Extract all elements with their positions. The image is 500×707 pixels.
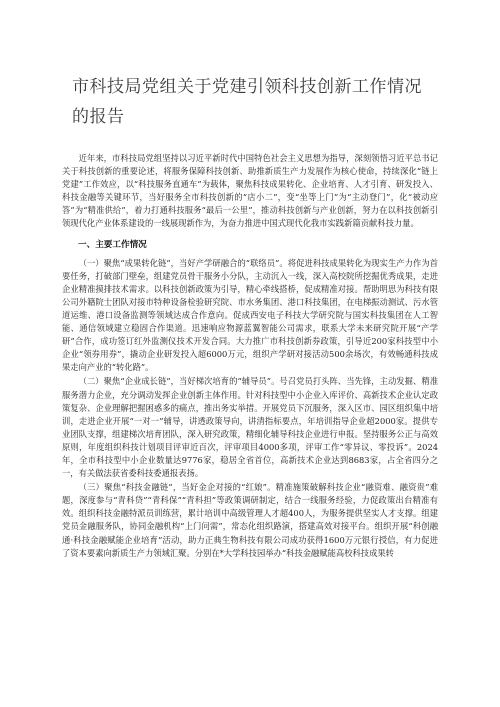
section-heading: 一、主要工作情况 <box>78 239 147 250</box>
body-paragraph-3: （三）聚焦“科技金融链”，当好金企对接的“红娘”。精准施策破解科技企业“融资难、融资贵”难题，深度参与“青科贷”“青科保”“青科担”等政策调研制定，结合一线服务经验，力促政策出台精准有效。组织科技金融特派员训练营，累计培训中高级管理人才超400人，为服务提供坚实人才支撑。组建党员金融服务队，协同金融机构“上门问需”，常态化组织路演，搭建高效对接平台。组织开展“科创融通·科技金融赋能企业培育”活动，助力正典生物科技有限公司成功获得1600万元银行授信，有力促进了资本要素向新质生产力领域汇聚。分别在*大学科技园举办“科技金融赋能高校科技成果转 <box>62 482 438 558</box>
document-title: 市科技局党组关于党建引领科技创新工作情况的报告 <box>72 77 422 127</box>
body-paragraph-1: （一）聚焦“成果转化链”，当好产学研融合的“联络员”。将促进科技成果转化为现实生产力作为首要任务，打破部门壁垒，组建党员骨干服务小分队，主动沉入一线，深入高校院所挖掘优秀成果，走进企业精准摸排技术需求。以科技创新政策为引导，精心牵线搭桥，促成精准对接。帮助明思为科技有限公司外籍院士团队对接市特种设备检验研究院、市水务集团、港口科技集团，在电梯振动测试、污水管道运维、港口设备监测等领域达成合作意向。促成西安电子科技大学研究院与国实科技集团在人工智能、通信领域建立稳固合作渠道。迅速响应物源蓝翼智能公司需求，联系大学未来研究院开展“产学研”合作，成功签订红外监测仪技术开发合同。大力推广市科技创新券政策，引导近200家科技型中小企业“领券用券”，撬动企业研发投入超6000万元，组织产学研对接活动500余场次，有效畅通科技成果走向产业的“转化路”。 <box>62 257 438 373</box>
intro-paragraph: 近年来，市科技局党组坚持以习近平新时代中国特色社会主义思想为指导，深刻领悟习近平总书记关于科技创新的重要论述，将服务保障科技创新、助推新质生产力发展作为核心使命，持续深化“链上党建”工作效应，以“科技服务直通车”为载体，聚焦科技成果转化、企业培育、人才引育、研发投入、科技金融等关键环节，当好服务全市科技创新的“店小二”，变“坐等上门”为“主动登门”，化“被动应答”为“精准供给”，着力打通科技服务“最后一公里”，推动科技创新与产业创新，努力在以科技创新引领现代化产业体系建设的一线展现新作为，为奋力推进中国式现代化我市实践新篇贡献科技力量。 <box>62 153 438 229</box>
body-paragraph-2: （二）聚焦“企业成长链”，当好梯次培育的“辅导员”。号召党员打头阵、当先锋，主动发掘、精准服务潜力企业，充分调动发挥企业创新主体作用。针对科技型中小企业入库评价、高新技术企业认定政策复杂、企业理解把握困惑多的痛点，推出务实举措。开展党员下沉服务，深入区市、园区组织集中培训，走进企业开展“一对一”辅导，讲透政策导向，讲清指标要点，年培训指导企业超2000家。提供专业团队支撑，组建梯次培育团队，深入研究政策，精细化辅导科技企业进行申报。坚持服务公正与高效原则，年度组织科技计划项目评审近百次，评审项目4000多项，评审工作“零异议、零投诉”。2024年，全市科技型中小企业数量达9776家，稳居全省首位，高新技术企业达到8683家，占全省四分之一，有关做法获省委科技委通报表扬。 <box>62 376 438 479</box>
